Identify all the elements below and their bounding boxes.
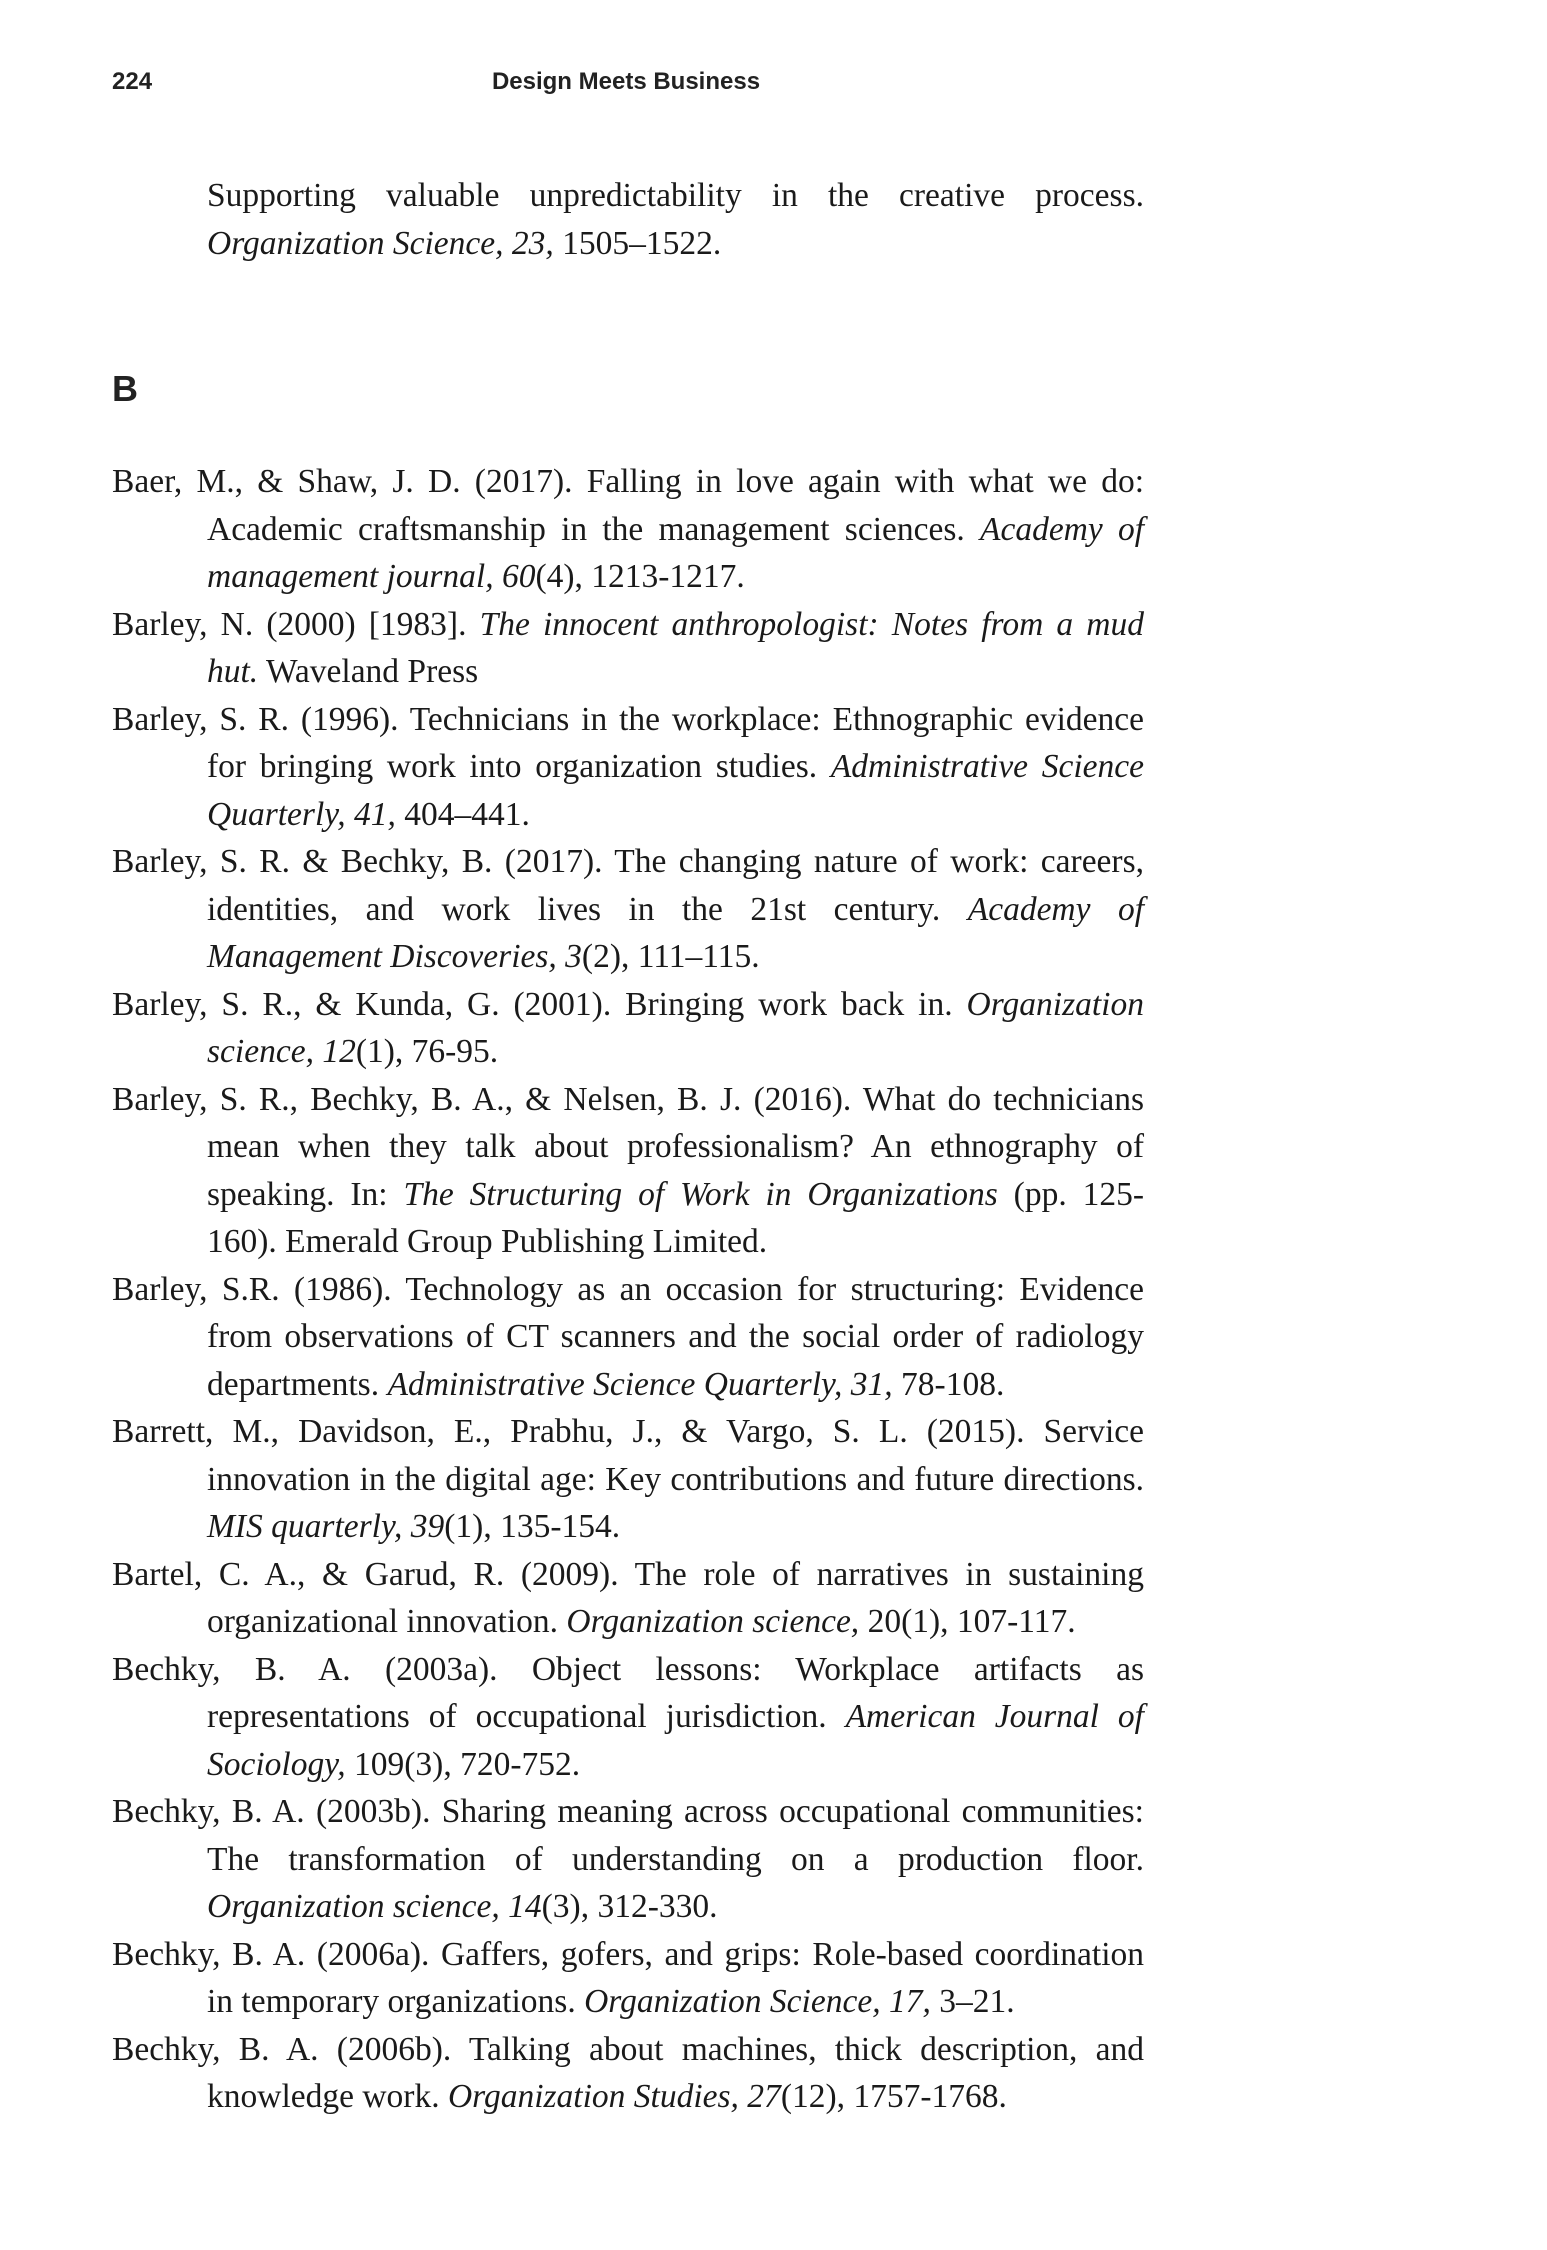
reference-entry: Bechky, B. A. (2006a). Gaffers, gofers, and grips: Role-based coordination in temporary organizations. Organization Science, 17, 3–21. (112, 1935, 1144, 2020)
reference-entry: Barley, N. (2000) [1983]. The innocent anthropologist: Notes from a mud hut. Waveland Press (112, 605, 1144, 690)
reference-entry: Baer, M., & Shaw, J. D. (2017). Falling in love again with what we do: Academic craftsmanship in the management sciences. Academy of management journal, 60(4), 1213-1217. (112, 463, 1144, 595)
reference-entry: Barley, S. R. & Bechky, B. (2017). The changing nature of work: careers, identities, and work lives in the 21st century. Academy of Management Discoveries, 3(2), 111–115. (112, 843, 1145, 975)
continuation-block (112, 172, 1144, 267)
reference-entry: Barley, S.R. (1986). Technology as an occasion for structuring: Evidence from observations of CT scanners and the social order of radiology departments. Administrative Science Quarterly, 31, 78-108. (112, 1270, 1144, 1403)
reference-entry: Barley, S. R., Bechky, B. A., & Nelsen, B. J. (2016). What do technicians mean when they talk about professionalism? An ethnography of speaking. In: The Structuring of Work in Organizations (pp. 125-160). Emerald Group Publishing Limited. (112, 1080, 1144, 1260)
reference-entry: Barrett, M., Davidson, E., Prabhu, J., & Vargo, S. L. (2015). Service innovation in the digital age: Key contributions and future directions. MIS quarterly, 39(1), 135-154. (112, 1413, 1144, 1545)
reference-list (112, 458, 1144, 2121)
reference-entry: Barley, S. R., & Kunda, G. (2001). Bringing work back in. Organization science, 12(1), 76-95. (112, 985, 1144, 1070)
running-title: Design Meets Business (491, 68, 761, 95)
reference-entry: Barley, S. R. (1996). Technicians in the workplace: Ethnographic evidence for bringing work into organization studies. Administrative Science Quarterly, 41, 404–441. (112, 700, 1144, 833)
reference-continuation: Supporting valuable unpredictability in the creative process. Organization Science, 23, 1505–1522. (207, 177, 1144, 262)
reference-entry: Bechky, B. A. (2003a). Object lessons: Workplace artifacts as representations of occupational jurisdiction. American Journal of Sociology, 109(3), 720-752. (112, 1650, 1144, 1783)
reference-entry: Bechky, B. A. (2006b). Talking about machines, thick description, and knowledge work. Organization Studies, 27(12), 1757-1768. (112, 2030, 1144, 2115)
section-heading: B (112, 368, 138, 409)
reference-entry: Bartel, C. A., & Garud, R. (2009). The role of narratives in sustaining organizational innovation. Organization science, 20(1), 107-117. (112, 1555, 1144, 1640)
page-header (112, 68, 1140, 102)
reference-entry: Bechky, B. A. (2003b). Sharing meaning across occupational communities: The transformation of understanding on a production floor. Organization science, 14(3), 312-330. (112, 1793, 1144, 1925)
page-number: 224 (112, 68, 153, 95)
